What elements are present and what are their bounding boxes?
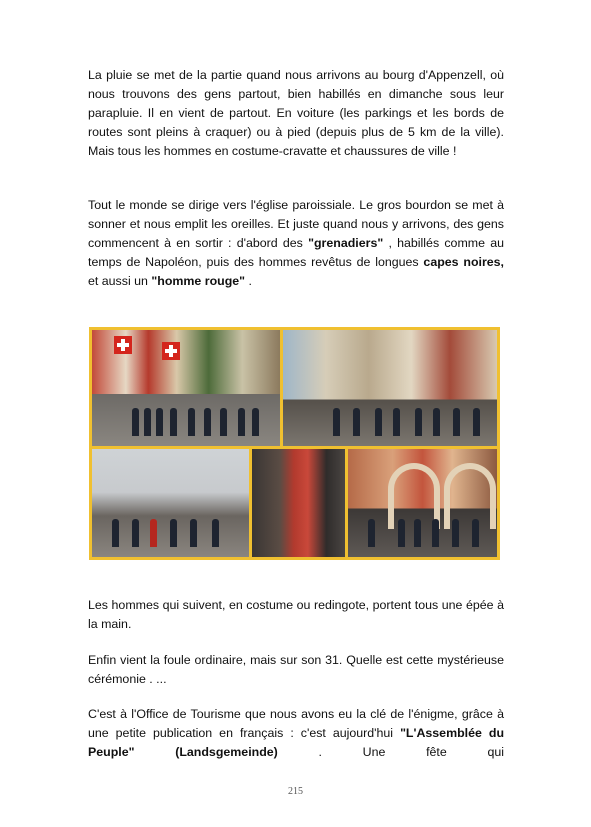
photo-homme-rouge <box>252 449 345 557</box>
paragraph-church <box>88 196 504 291</box>
homme-rouge-term: "homme rouge" <box>151 274 246 288</box>
paragraph-tourism-office <box>88 705 504 762</box>
swiss-flag-icon <box>162 342 180 360</box>
photo-collage <box>89 327 500 560</box>
photo-arcade-crowd <box>348 449 497 557</box>
paragraph-church-text-c: et aussi un <box>88 274 152 288</box>
paragraph-church-text-a: Tout le monde se dirige vers l'église paroissiale. Le gros bourdon se met à sonner et nous emplit les oreilles. Et juste quand nous y arrivons, des gens commencent à en sortir : d'abord des <box>88 198 504 250</box>
paragraph-church-text-d: . <box>245 274 252 288</box>
paragraph-crowd: Enfin vient la foule ordinaire, mais sur son 31. Quelle est cette mystérieuse cérémonie . ... <box>88 653 504 686</box>
photo-grenadiers-parade <box>92 330 280 446</box>
paragraph-church-text-b: , habillés comme au temps de Napoléon, puis des hommes revêtus de longues <box>88 236 504 269</box>
paragraph-tourism-text-b: . Une fête qui <box>277 745 504 759</box>
swiss-flag-icon <box>114 336 132 354</box>
paragraph-arrival: La pluie se met de la partie quand nous arrivons au bourg d'Appenzell, où nous trouvons des gens partout, bien habillés en dimanche sous leur parapluie. Il en vient de partout. En voiture (les parkings et les bords de routes sont pleins à craquer) ou à pied (depuis plus de 5 km de la ville). Mais tous les hommes en costume-cravatte et chaussures de ville ! <box>88 68 504 158</box>
paragraph-swords: Les hommes qui suivent, en costume ou redingote, portent tous une épée à la main. <box>88 598 504 631</box>
capes-term: capes noires, <box>423 255 504 269</box>
page-number: 215 <box>288 786 303 797</box>
paragraph-tourism-text-a: C'est à l'Office de Tourisme que nous avons eu la clé de l'énigme, grâce à une petite publication en français : c'est aujourd'hui <box>88 707 504 740</box>
photo-street-procession <box>283 330 497 446</box>
photo-church-steps <box>92 449 249 557</box>
assembly-term: "L'Assemblée du Peuple" (Landsgemeinde) <box>88 726 505 759</box>
grenadiers-term: "grenadiers" <box>308 236 384 250</box>
